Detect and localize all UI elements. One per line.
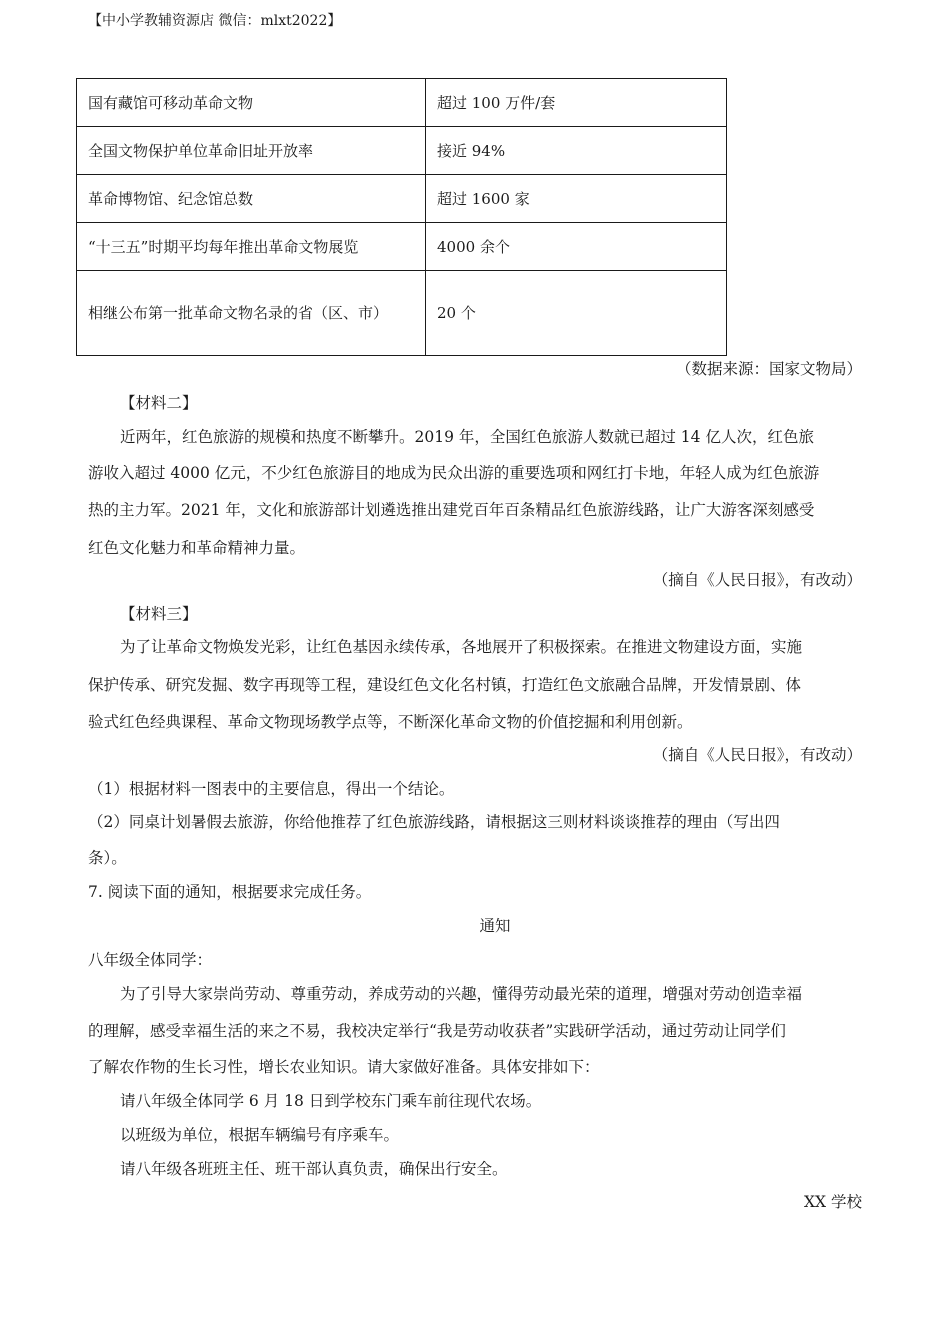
notice-item: 以班级为单位，根据车辆编号有序乘车。: [120, 1126, 400, 1144]
notice-item: 请八年级全体同学 6 月 18 日到学校东门乘车前往现代农场。: [120, 1092, 542, 1110]
material3-line: 保护传承、研究发掘、数字再现等工程，建设红色文化名村镇，打造红色文旅融合品牌，开发情景剧、体: [88, 676, 802, 694]
table-cell-value: 4000 余个: [426, 223, 727, 271]
notice-title: 通知: [479, 917, 511, 935]
table-row: [77, 271, 727, 356]
table-cell-value: 超过 100 万件/套: [426, 79, 727, 127]
table-cell-item: 革命博物馆、纪念馆总数: [77, 175, 426, 223]
question-1: （1）根据材料一图表中的主要信息，得出一个结论。: [88, 780, 455, 798]
table-cell-item: 国有藏馆可移动革命文物: [77, 79, 426, 127]
material2-line: 热的主力军。2021 年，文化和旅游部计划遴选推出建党百年百条精品红色旅游线路，让广大游客深刻感受: [88, 501, 815, 519]
question-2: （2）同桌计划暑假去旅游，你给他推荐了红色旅游线路，请根据这三则材料谈谈推荐的理由（写出四: [88, 813, 780, 831]
material3-source: （摘自《人民日报》，有改动）: [652, 746, 862, 764]
notice-signature: XX 学校: [804, 1193, 862, 1211]
table-cell-value: 20 个: [426, 271, 727, 356]
material2-source: （摘自《人民日报》，有改动）: [652, 571, 862, 589]
table-row: [77, 79, 727, 127]
question-7: 7. 阅读下面的通知，根据要求完成任务。: [88, 883, 372, 901]
material3-line: 验式红色经典课程、革命文物现场教学点等，不断深化革命文物的价值挖掘和利用创新。: [88, 713, 693, 731]
notice-body-line: 的理解，感受幸福生活的来之不易，我校决定举行“我是劳动收获者”实践研学活动，通过劳动让同学们: [88, 1022, 786, 1040]
material3-title: 【材料三】: [120, 605, 198, 623]
table-cell-item: 全国文物保护单位革命旧址开放率: [77, 127, 426, 175]
table-cell-item: “十三五”时期平均每年推出革命文物展览: [77, 223, 426, 271]
table-cell-value: 超过 1600 家: [426, 175, 727, 223]
notice-body-line: 为了引导大家崇尚劳动、尊重劳动，养成劳动的兴趣，懂得劳动最光荣的道理，增强对劳动创造幸福: [120, 985, 803, 1003]
material2-title: 【材料二】: [120, 394, 198, 412]
notice-item: 请八年级各班班主任、班干部认真负责，确保出行安全。: [120, 1160, 508, 1178]
notice-salutation: 八年级全体同学：: [88, 951, 213, 969]
table-source: （数据来源：国家文物局）: [675, 360, 862, 378]
table-row: [77, 127, 727, 175]
notice-body-line: 了解农作物的生长习性，增长农业知识。请大家做好准备。具体安排如下：: [88, 1058, 600, 1076]
material2-line: 游收入超过 4000 亿元，不少红色旅游目的地成为民众出游的重要选项和网红打卡地，年轻人成为红色旅游: [88, 464, 820, 482]
table-cell-value: 接近 94%: [426, 127, 727, 175]
question-2-cont: 条）。: [88, 849, 127, 867]
material3-line: 为了让革命文物焕发光彩，让红色基因永续传承，各地展开了积极探索。在推进文物建设方面，实施: [120, 638, 803, 656]
table-row: [77, 223, 727, 271]
material2-line: 近两年，红色旅游的规模和热度不断攀升。2019 年，全国红色旅游人数就已超过 14 亿人次，红色旅: [120, 428, 814, 446]
data-table: [76, 78, 727, 356]
material2-line: 红色文化魅力和革命精神力量。: [88, 539, 306, 557]
page-header: 【中小学教辅资源店 微信：mlxt2022】: [88, 13, 342, 29]
table-cell-item: 相继公布第一批革命文物名录的省（区、市）: [77, 271, 426, 356]
table-row: [77, 175, 727, 223]
